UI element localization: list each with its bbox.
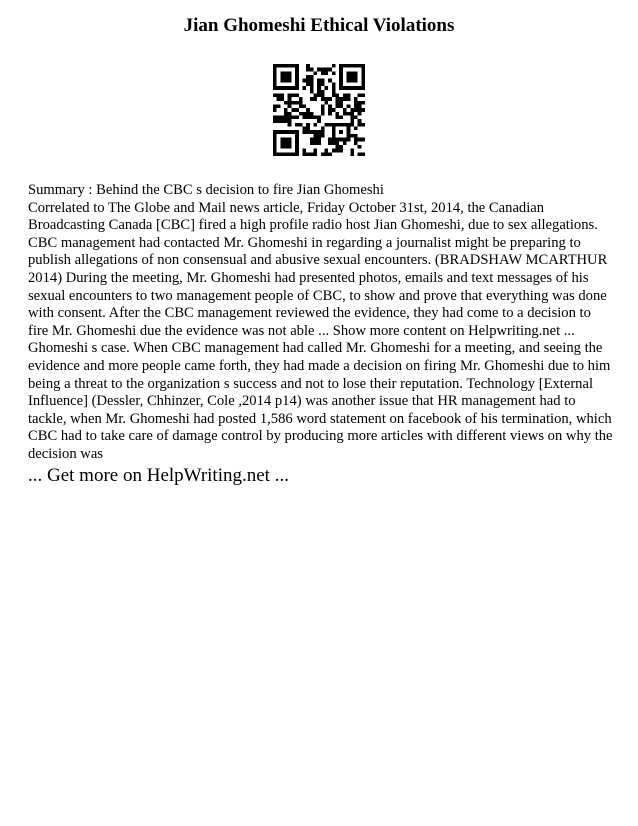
get-more-link[interactable]: ... Get more on HelpWriting.net ... bbox=[28, 465, 289, 486]
paragraph-1: Correlated to The Globe and Mail news article, Friday October 31st, 2014, the Canadian Broadcasting Canada [CBC] fired a high profile radio host Jian Ghomeshi, due to sex allegations. CBC management had contacted Mr. Ghomeshi in regarding a journalist might be preparing to publish allegations of non consensual and abusive sexual encounters. (BRADSHAW MCARTHUR 2014) During the meeting, Mr. Ghomeshi had presented photos, emails and text messages of his sexual encounters to two management people of CBC, to show and prove that everything was done with consent. After the CBC management reviewed the evidence, they had come to a decision to fire Mr. Ghomeshi due the evidence was not able ... Show more content on Helpwriting.net ... bbox=[28, 199, 608, 339]
document-body bbox=[28, 182, 614, 464]
summary-line: Summary : Behind the CBC s decision to fire Jian Ghomeshi bbox=[28, 182, 384, 198]
qr-code-graphic bbox=[273, 64, 365, 156]
paragraph-2: Ghomeshi s case. When CBC management had called Mr. Ghomeshi for a meeting, and seeing the evidence and more people came forth, they had made a decision on firing Mr. Ghomeshi due to him being a threat to the organization s success and not to lose their reputation. Technology [External Influence] (Dessler, Chhinzer, Cole ,2014 p14) was another issue that HR management had to tackle, when Mr. Ghomeshi had posted 1,586 word statement on facebook of his termination, which CBC had to take care of damage control by producing more articles with different views on why the decision was bbox=[28, 340, 613, 462]
qr-code-icon[interactable] bbox=[273, 64, 365, 156]
document-title: Jian Ghomeshi Ethical Violations bbox=[183, 15, 455, 36]
